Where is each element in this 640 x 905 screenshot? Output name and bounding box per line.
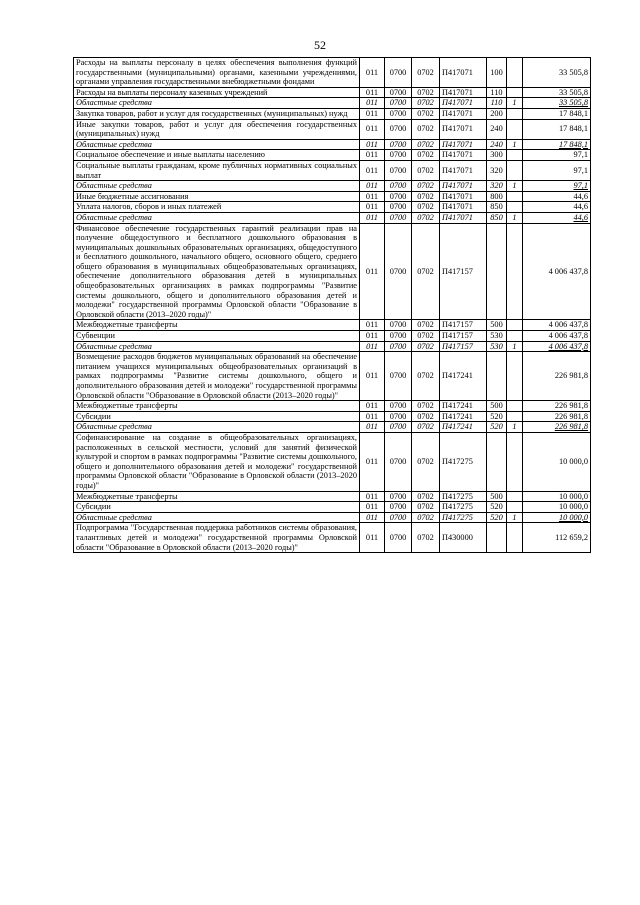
subsection-code: 0702 — [412, 411, 440, 422]
table-row — [74, 108, 591, 119]
ministry-code: 011 — [360, 401, 385, 412]
funding-source-code — [507, 411, 523, 422]
expense-type-code: 110 — [487, 98, 507, 109]
ministry-code: 011 — [360, 223, 385, 320]
table-row — [74, 491, 591, 502]
expense-type-code: 240 — [487, 119, 507, 139]
ministry-code: 011 — [360, 432, 385, 491]
subsection-code: 0702 — [412, 512, 440, 523]
target-article-code: П417071 — [440, 108, 487, 119]
section-code: 0700 — [385, 401, 412, 412]
section-code: 0700 — [385, 160, 412, 180]
funding-source-code — [507, 87, 523, 98]
subsection-code: 0702 — [412, 352, 440, 401]
expense-type-code: 320 — [487, 181, 507, 192]
funding-source-code — [507, 191, 523, 202]
target-article-code: П417241 — [440, 352, 487, 401]
target-article-code: П417071 — [440, 191, 487, 202]
section-code: 0700 — [385, 108, 412, 119]
funding-source-code — [507, 150, 523, 161]
subsection-code: 0702 — [412, 58, 440, 88]
funding-source-code: 1 — [507, 181, 523, 192]
expense-type-code: 300 — [487, 150, 507, 161]
section-code: 0700 — [385, 191, 412, 202]
table-row — [74, 422, 591, 433]
amount: 226 981,8 — [523, 401, 591, 412]
target-article-code: П417071 — [440, 212, 487, 223]
subsection-code: 0702 — [412, 223, 440, 320]
line-item-name: Областные средства — [74, 181, 360, 192]
section-code: 0700 — [385, 411, 412, 422]
line-item-name: Расходы на выплаты персоналу в целях обеспечения выполнения функций государственными (муниципальными) органами, казенными учреждениями, органами управления государственными внебюджетными фондами — [74, 58, 360, 88]
amount: 10 000,0 — [523, 491, 591, 502]
expense-type-code: 850 — [487, 202, 507, 213]
line-item-name: Субсидии — [74, 411, 360, 422]
section-code: 0700 — [385, 58, 412, 88]
section-code: 0700 — [385, 502, 412, 513]
expense-type-code: 500 — [487, 401, 507, 412]
amount: 226 981,8 — [523, 352, 591, 401]
expense-type-code: 320 — [487, 160, 507, 180]
target-article-code: П417071 — [440, 58, 487, 88]
expense-type-code: 520 — [487, 512, 507, 523]
funding-source-code — [507, 58, 523, 88]
expense-type-code: 530 — [487, 331, 507, 342]
expense-type-code — [487, 432, 507, 491]
funding-source-code: 1 — [507, 98, 523, 109]
amount: 10 000,0 — [523, 512, 591, 523]
line-item-name: Областные средства — [74, 139, 360, 150]
target-article-code: П417241 — [440, 422, 487, 433]
amount: 33 505,8 — [523, 87, 591, 98]
amount: 226 981,8 — [523, 411, 591, 422]
section-code: 0700 — [385, 223, 412, 320]
amount: 4 006 437,8 — [523, 320, 591, 331]
amount: 10 000,0 — [523, 432, 591, 491]
subsection-code: 0702 — [412, 401, 440, 412]
target-article-code: П417241 — [440, 401, 487, 412]
table-row — [74, 320, 591, 331]
funding-source-code: 1 — [507, 139, 523, 150]
expense-type-code: 530 — [487, 341, 507, 352]
funding-source-code: 1 — [507, 341, 523, 352]
table-row — [74, 512, 591, 523]
amount: 4 006 437,8 — [523, 331, 591, 342]
table-row — [74, 191, 591, 202]
subsection-code: 0702 — [412, 502, 440, 513]
ministry-code: 011 — [360, 108, 385, 119]
table-row — [74, 139, 591, 150]
table-row — [74, 331, 591, 342]
amount: 44,6 — [523, 191, 591, 202]
funding-source-code — [507, 202, 523, 213]
target-article-code: П417071 — [440, 139, 487, 150]
table-row — [74, 502, 591, 513]
expense-type-code: 500 — [487, 320, 507, 331]
budget-table — [73, 57, 591, 553]
target-article-code: П417157 — [440, 223, 487, 320]
target-article-code: П417071 — [440, 87, 487, 98]
line-item-name: Межбюджетные трансферты — [74, 491, 360, 502]
section-code: 0700 — [385, 98, 412, 109]
expense-type-code: 850 — [487, 212, 507, 223]
ministry-code: 011 — [360, 150, 385, 161]
table-row — [74, 341, 591, 352]
subsection-code: 0702 — [412, 422, 440, 433]
funding-source-code — [507, 523, 523, 553]
table-row — [74, 87, 591, 98]
funding-source-code — [507, 352, 523, 401]
amount: 17 848,1 — [523, 119, 591, 139]
subsection-code: 0702 — [412, 87, 440, 98]
table-row — [74, 160, 591, 180]
amount: 226 981,8 — [523, 422, 591, 433]
ministry-code: 011 — [360, 320, 385, 331]
line-item-name: Уплата налогов, сборов и иных платежей — [74, 202, 360, 213]
table-row — [74, 352, 591, 401]
target-article-code: П417241 — [440, 411, 487, 422]
section-code: 0700 — [385, 87, 412, 98]
line-item-name: Областные средства — [74, 212, 360, 223]
table-row — [74, 119, 591, 139]
amount: 17 848,1 — [523, 139, 591, 150]
section-code: 0700 — [385, 352, 412, 401]
line-item-name: Софинансирование на создание в общеобразовательных организациях, расположенных в сельской местности, условий для занятий физической культурой и спортом в рамках подпрограммы "Развитие системы дошкольного, общего и дополнительного образования детей и молодежи" государственной программы Орловской области "Образование в Орловской области (2013–2020 годы)" — [74, 432, 360, 491]
subsection-code: 0702 — [412, 432, 440, 491]
line-item-name: Закупка товаров, работ и услуг для государственных (муниципальных) нужд — [74, 108, 360, 119]
amount: 33 505,8 — [523, 58, 591, 88]
subsection-code: 0702 — [412, 491, 440, 502]
subsection-code: 0702 — [412, 119, 440, 139]
table-row — [74, 181, 591, 192]
line-item-name: Социальное обеспечение и иные выплаты населению — [74, 150, 360, 161]
subsection-code: 0702 — [412, 212, 440, 223]
ministry-code: 011 — [360, 341, 385, 352]
line-item-name: Субвенции — [74, 331, 360, 342]
amount: 97,1 — [523, 150, 591, 161]
line-item-name: Областные средства — [74, 341, 360, 352]
subsection-code: 0702 — [412, 523, 440, 553]
ministry-code: 011 — [360, 87, 385, 98]
subsection-code: 0702 — [412, 320, 440, 331]
table-row — [74, 223, 591, 320]
expense-type-code: 800 — [487, 191, 507, 202]
subsection-code: 0702 — [412, 331, 440, 342]
expense-type-code: 240 — [487, 139, 507, 150]
ministry-code: 011 — [360, 352, 385, 401]
funding-source-code — [507, 119, 523, 139]
expense-type-code — [487, 523, 507, 553]
amount: 44,6 — [523, 202, 591, 213]
section-code: 0700 — [385, 512, 412, 523]
line-item-name: Возмещение расходов бюджетов муниципальных образований на обеспечение питанием учащихся муниципальных общеобразовательных организаций в рамках подпрограммы "Развитие системы дошкольного, общего и дополнительного образования детей и молодежи" государственной программы Орловской области "Образование в Орловской области (2013–2020 годы)" — [74, 352, 360, 401]
target-article-code: П417071 — [440, 202, 487, 213]
line-item-name: Областные средства — [74, 98, 360, 109]
expense-type-code: 500 — [487, 491, 507, 502]
target-article-code: П417275 — [440, 491, 487, 502]
amount: 97,1 — [523, 181, 591, 192]
target-article-code: П417157 — [440, 331, 487, 342]
subsection-code: 0702 — [412, 160, 440, 180]
table-row — [74, 401, 591, 412]
section-code: 0700 — [385, 139, 412, 150]
funding-source-code: 1 — [507, 422, 523, 433]
target-article-code: П417071 — [440, 150, 487, 161]
table-row — [74, 523, 591, 553]
subsection-code: 0702 — [412, 150, 440, 161]
ministry-code: 011 — [360, 502, 385, 513]
target-article-code: П417157 — [440, 320, 487, 331]
section-code: 0700 — [385, 432, 412, 491]
amount: 17 848,1 — [523, 108, 591, 119]
expense-type-code: 100 — [487, 58, 507, 88]
section-code: 0700 — [385, 491, 412, 502]
target-article-code: П417157 — [440, 341, 487, 352]
target-article-code: П417275 — [440, 502, 487, 513]
target-article-code: П417071 — [440, 160, 487, 180]
subsection-code: 0702 — [412, 139, 440, 150]
ministry-code: 011 — [360, 523, 385, 553]
ministry-code: 011 — [360, 139, 385, 150]
ministry-code: 011 — [360, 160, 385, 180]
funding-source-code — [507, 331, 523, 342]
funding-source-code — [507, 502, 523, 513]
funding-source-code — [507, 320, 523, 331]
line-item-name: Иные бюджетные ассигнования — [74, 191, 360, 202]
table-row — [74, 212, 591, 223]
target-article-code: П417071 — [440, 98, 487, 109]
section-code: 0700 — [385, 523, 412, 553]
section-code: 0700 — [385, 320, 412, 331]
ministry-code: 011 — [360, 422, 385, 433]
ministry-code: 011 — [360, 202, 385, 213]
subsection-code: 0702 — [412, 98, 440, 109]
expense-type-code: 110 — [487, 87, 507, 98]
section-code: 0700 — [385, 202, 412, 213]
subsection-code: 0702 — [412, 181, 440, 192]
funding-source-code — [507, 432, 523, 491]
ministry-code: 011 — [360, 331, 385, 342]
amount: 4 006 437,8 — [523, 341, 591, 352]
section-code: 0700 — [385, 341, 412, 352]
expense-type-code — [487, 352, 507, 401]
amount: 97,1 — [523, 160, 591, 180]
funding-source-code — [507, 160, 523, 180]
funding-source-code — [507, 223, 523, 320]
ministry-code: 011 — [360, 191, 385, 202]
table-row — [74, 98, 591, 109]
funding-source-code — [507, 401, 523, 412]
subsection-code: 0702 — [412, 202, 440, 213]
line-item-name: Финансовое обеспечение государственных гарантий реализации прав на получение общедоступного и бесплатного дошкольного образования в муниципальных дошкольных образовательных организациях, общедоступного и бесплатного дошкольного, начального общего, основного общего, среднего общего образования в муниципальных общеобразовательных организациях, обеспечение дополнительного образования детей в муниципальных общеобразовательных организациях в рамках подпрограммы "Развитие системы дошкольного, общего и дополнительного образования детей и молодежи" государственной программы Орловской области "Образование в Орловской области (2013–2020 годы)" — [74, 223, 360, 320]
ministry-code: 011 — [360, 491, 385, 502]
expense-type-code: 520 — [487, 422, 507, 433]
line-item-name: Областные средства — [74, 512, 360, 523]
ministry-code: 011 — [360, 181, 385, 192]
target-article-code: П417071 — [440, 119, 487, 139]
target-article-code: П417275 — [440, 512, 487, 523]
line-item-name: Областные средства — [74, 422, 360, 433]
target-article-code: П417071 — [440, 181, 487, 192]
expense-type-code: 520 — [487, 502, 507, 513]
line-item-name: Расходы на выплаты персоналу казенных учреждений — [74, 87, 360, 98]
line-item-name: Межбюджетные трансферты — [74, 320, 360, 331]
target-article-code: П430000 — [440, 523, 487, 553]
line-item-name: Подпрограмма "Государственная поддержка работников системы образования, талантливых детей и молодежи" государственной программы Орловской области "Образование в Орловской области (2013–2020 годы)" — [74, 523, 360, 553]
line-item-name: Иные закупки товаров, работ и услуг для обеспечения государственных (муниципальных) нужд — [74, 119, 360, 139]
section-code: 0700 — [385, 331, 412, 342]
table-row — [74, 150, 591, 161]
amount: 44,6 — [523, 212, 591, 223]
line-item-name: Межбюджетные трансферты — [74, 401, 360, 412]
funding-source-code — [507, 108, 523, 119]
section-code: 0700 — [385, 119, 412, 139]
line-item-name: Социальные выплаты гражданам, кроме публичных нормативных социальных выплат — [74, 160, 360, 180]
table-row — [74, 432, 591, 491]
page-number: 52 — [314, 38, 326, 52]
amount: 4 006 437,8 — [523, 223, 591, 320]
funding-source-code — [507, 491, 523, 502]
table-row — [74, 58, 591, 88]
section-code: 0700 — [385, 181, 412, 192]
funding-source-code: 1 — [507, 512, 523, 523]
amount: 112 659,2 — [523, 523, 591, 553]
funding-source-code: 1 — [507, 212, 523, 223]
table-row — [74, 202, 591, 213]
subsection-code: 0702 — [412, 108, 440, 119]
subsection-code: 0702 — [412, 341, 440, 352]
expense-type-code — [487, 223, 507, 320]
table-row — [74, 411, 591, 422]
section-code: 0700 — [385, 150, 412, 161]
ministry-code: 011 — [360, 512, 385, 523]
ministry-code: 011 — [360, 212, 385, 223]
section-code: 0700 — [385, 212, 412, 223]
amount: 10 000,0 — [523, 502, 591, 513]
expense-type-code: 520 — [487, 411, 507, 422]
line-item-name: Субсидии — [74, 502, 360, 513]
expense-type-code: 200 — [487, 108, 507, 119]
ministry-code: 011 — [360, 119, 385, 139]
amount: 33 505,8 — [523, 98, 591, 109]
ministry-code: 011 — [360, 58, 385, 88]
section-code: 0700 — [385, 422, 412, 433]
subsection-code: 0702 — [412, 191, 440, 202]
target-article-code: П417275 — [440, 432, 487, 491]
ministry-code: 011 — [360, 98, 385, 109]
ministry-code: 011 — [360, 411, 385, 422]
